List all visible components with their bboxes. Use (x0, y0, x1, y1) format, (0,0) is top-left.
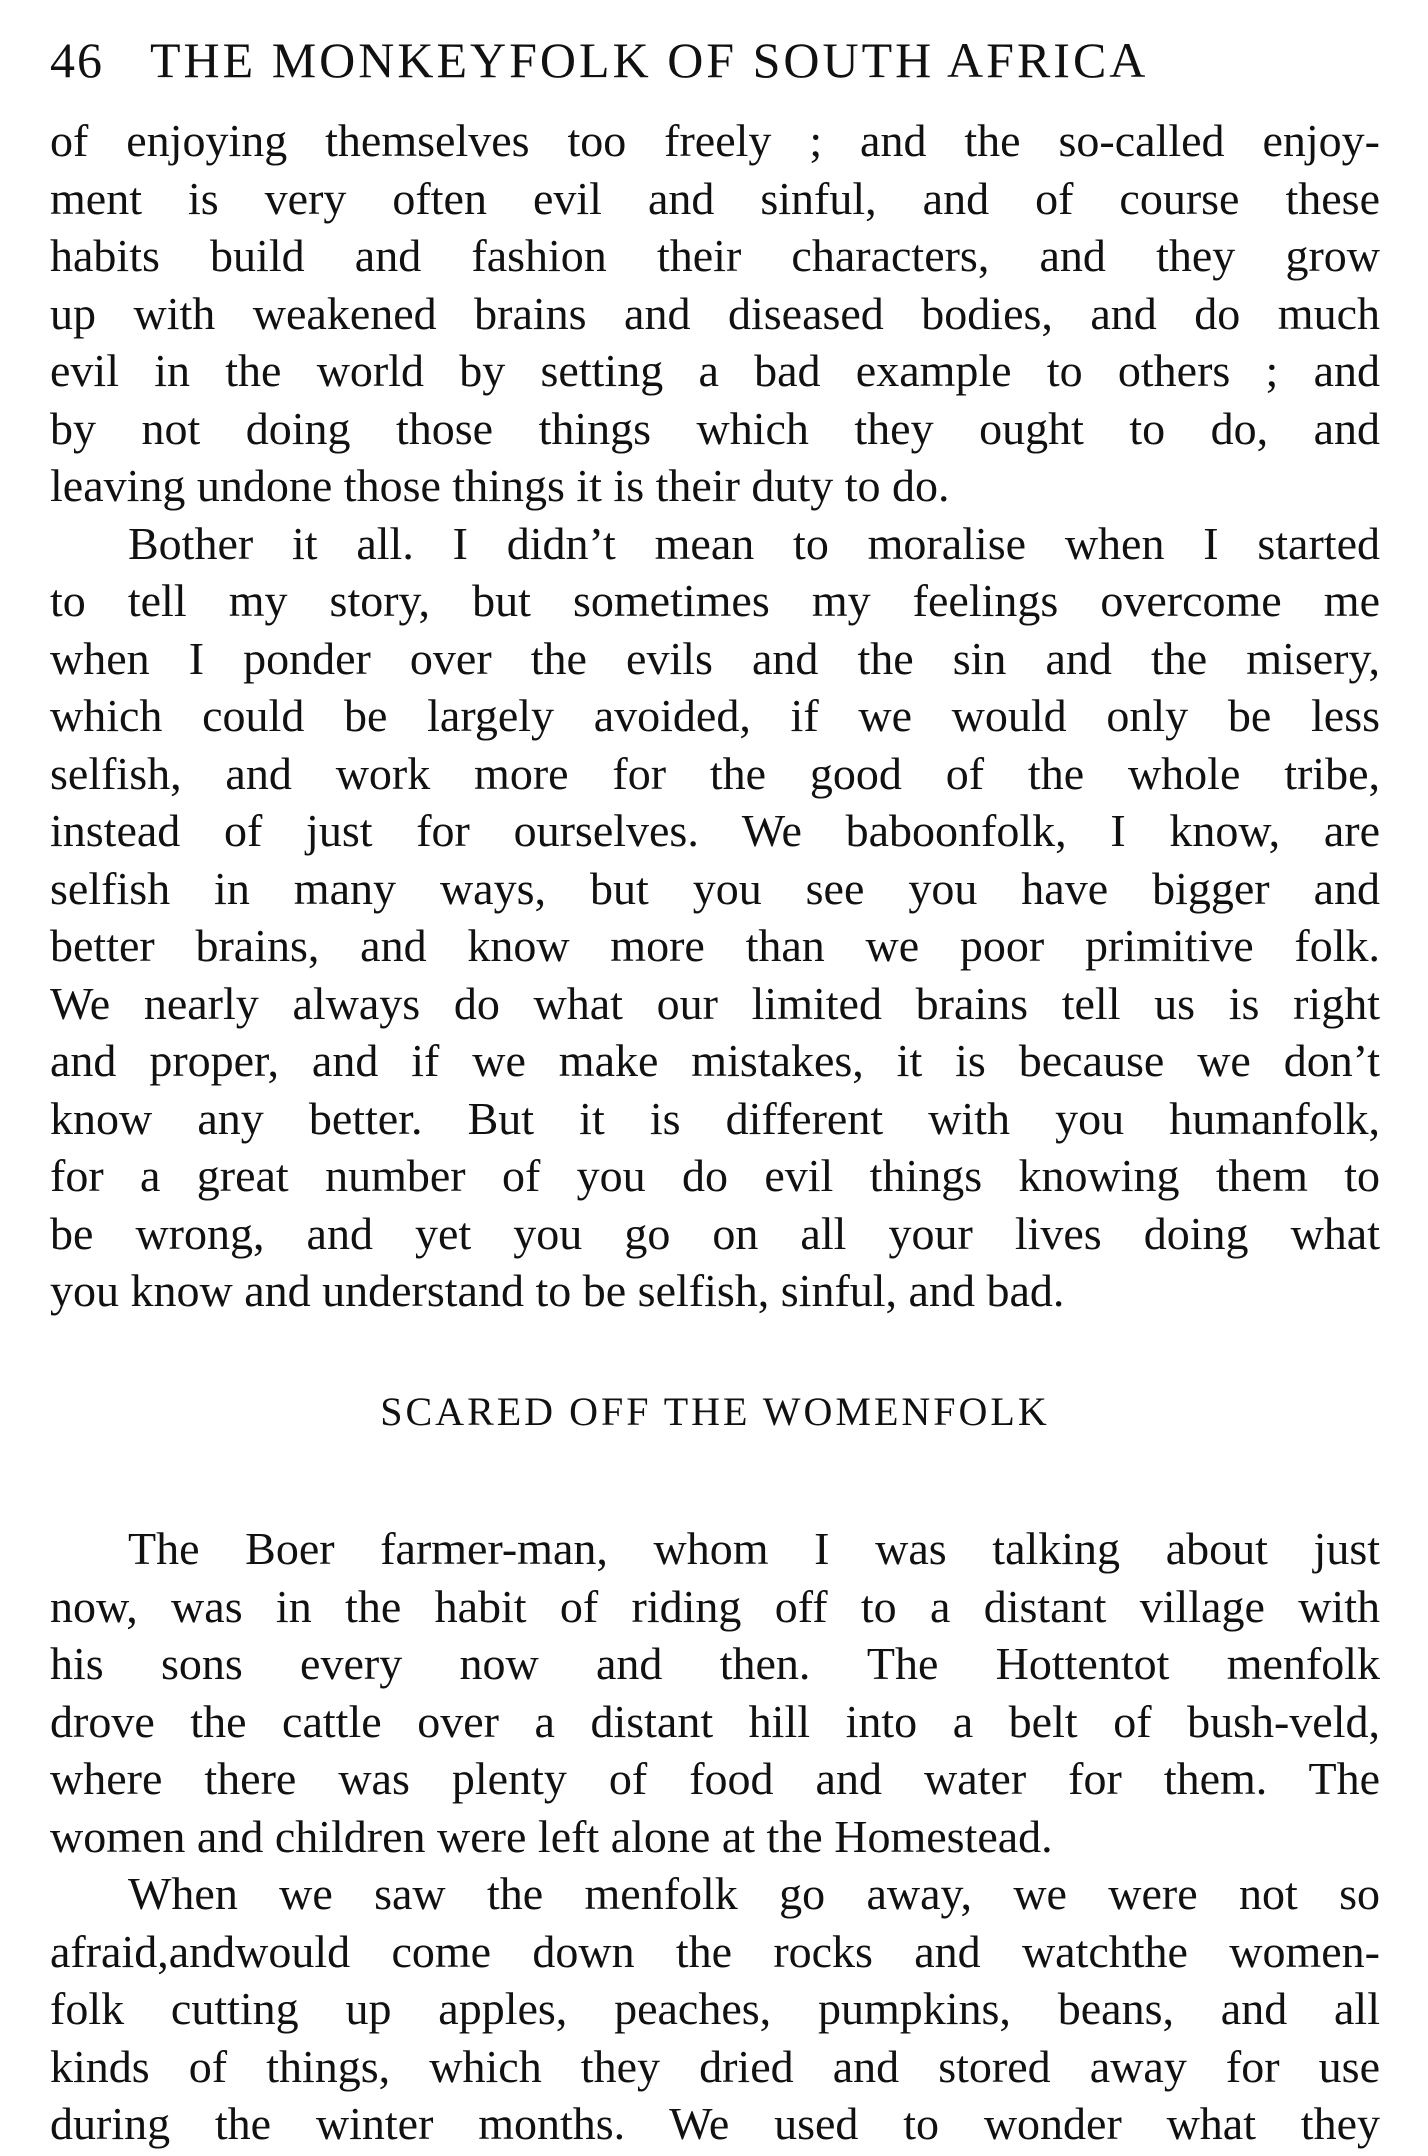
text-line: instead of just for ourselves. We baboonfolk, I know, are (50, 805, 1380, 856)
section-heading: SCARED OFF THE WOMENFOLK (380, 1389, 1050, 1434)
running-head (50, 20, 1380, 100)
text-line: kinds of things, which they dried and stored away for use (50, 2040, 1380, 2092)
paragraph (50, 1865, 1380, 2153)
text-line: women and children were left alone at the Homestead. (50, 1810, 1053, 1862)
text-line: of enjoying themselves too freely ; and the so-called enjoy- (50, 115, 1380, 166)
text-line: drove the cattle over a distant hill into a belt of bush-veld, (50, 1695, 1380, 1747)
text-line: which could be largely avoided, if we would only be less (50, 690, 1380, 741)
text-line: his sons every now and then. The Hottentot menfolk (50, 1638, 1380, 1689)
text-line: We nearly always do what our limited brains tell us is right (50, 977, 1380, 1029)
text-block-upper (50, 112, 1380, 1320)
text-line: When we saw the menfolk go away, we were not so (128, 1868, 1380, 1919)
page-number: 46 (50, 32, 104, 88)
text-line: up with weakened brains and diseased bodies, and do much (50, 287, 1380, 339)
text-line: to tell my story, but sometimes my feelings overcome me (50, 575, 1380, 626)
text-line: selfish, and work more for the good of the whole tribe, (50, 747, 1380, 799)
text-line: selfish in many ways, but you see you have bigger and (50, 862, 1380, 914)
text-line: and proper, and if we make mistakes, it is because we don’t (50, 1035, 1380, 1086)
text-line: Bother it all. I didn’t mean to moralise when I started (128, 517, 1380, 569)
paragraph (50, 1520, 1380, 1865)
paragraph (50, 112, 1380, 515)
text-line: now, was in the habit of riding off to a distant village with (50, 1580, 1380, 1632)
text-line: habits build and fashion their characters, and they grow (50, 230, 1380, 281)
text-line: when I ponder over the evils and the sin and the misery, (50, 632, 1380, 684)
paragraph (50, 515, 1380, 1320)
text-line: better brains, and know more than we poor primitive folk. (50, 920, 1380, 971)
text-line: folk cutting up apples, peaches, pumpkins, beans, and all (50, 1983, 1380, 2034)
text-line: where there was plenty of food and water for them. The (50, 1753, 1380, 1804)
text-line: be wrong, and yet you go on all your lives doing what (50, 1207, 1380, 1259)
text-line: during the winter months. We used to wonder what they (50, 2098, 1380, 2149)
text-block-lower (50, 1520, 1380, 2153)
text-line: for a great number of you do evil things knowing them to (50, 1150, 1380, 1201)
text-line: you know and understand to be selfish, sinful, and bad. (50, 1265, 1065, 1316)
text-line: evil in the world by setting a bad example to others ; and (50, 345, 1380, 396)
text-line: know any better. But it is different with you humanfolk, (50, 1092, 1380, 1144)
text-line: afraid,andwould come down the rocks and watchthe women- (50, 1925, 1380, 1977)
text-line: ment is very often evil and sinful, and of course these (50, 172, 1380, 224)
text-line: by not doing those things which they ought to do, and (50, 402, 1380, 454)
text-line: The Boer farmer-man, whom I was talking about just (128, 1523, 1380, 1574)
text-line: leaving undone those things it is their duty to do. (50, 460, 950, 511)
running-title: THE MONKEYFOLK OF SOUTH AFRICA (150, 32, 1149, 88)
